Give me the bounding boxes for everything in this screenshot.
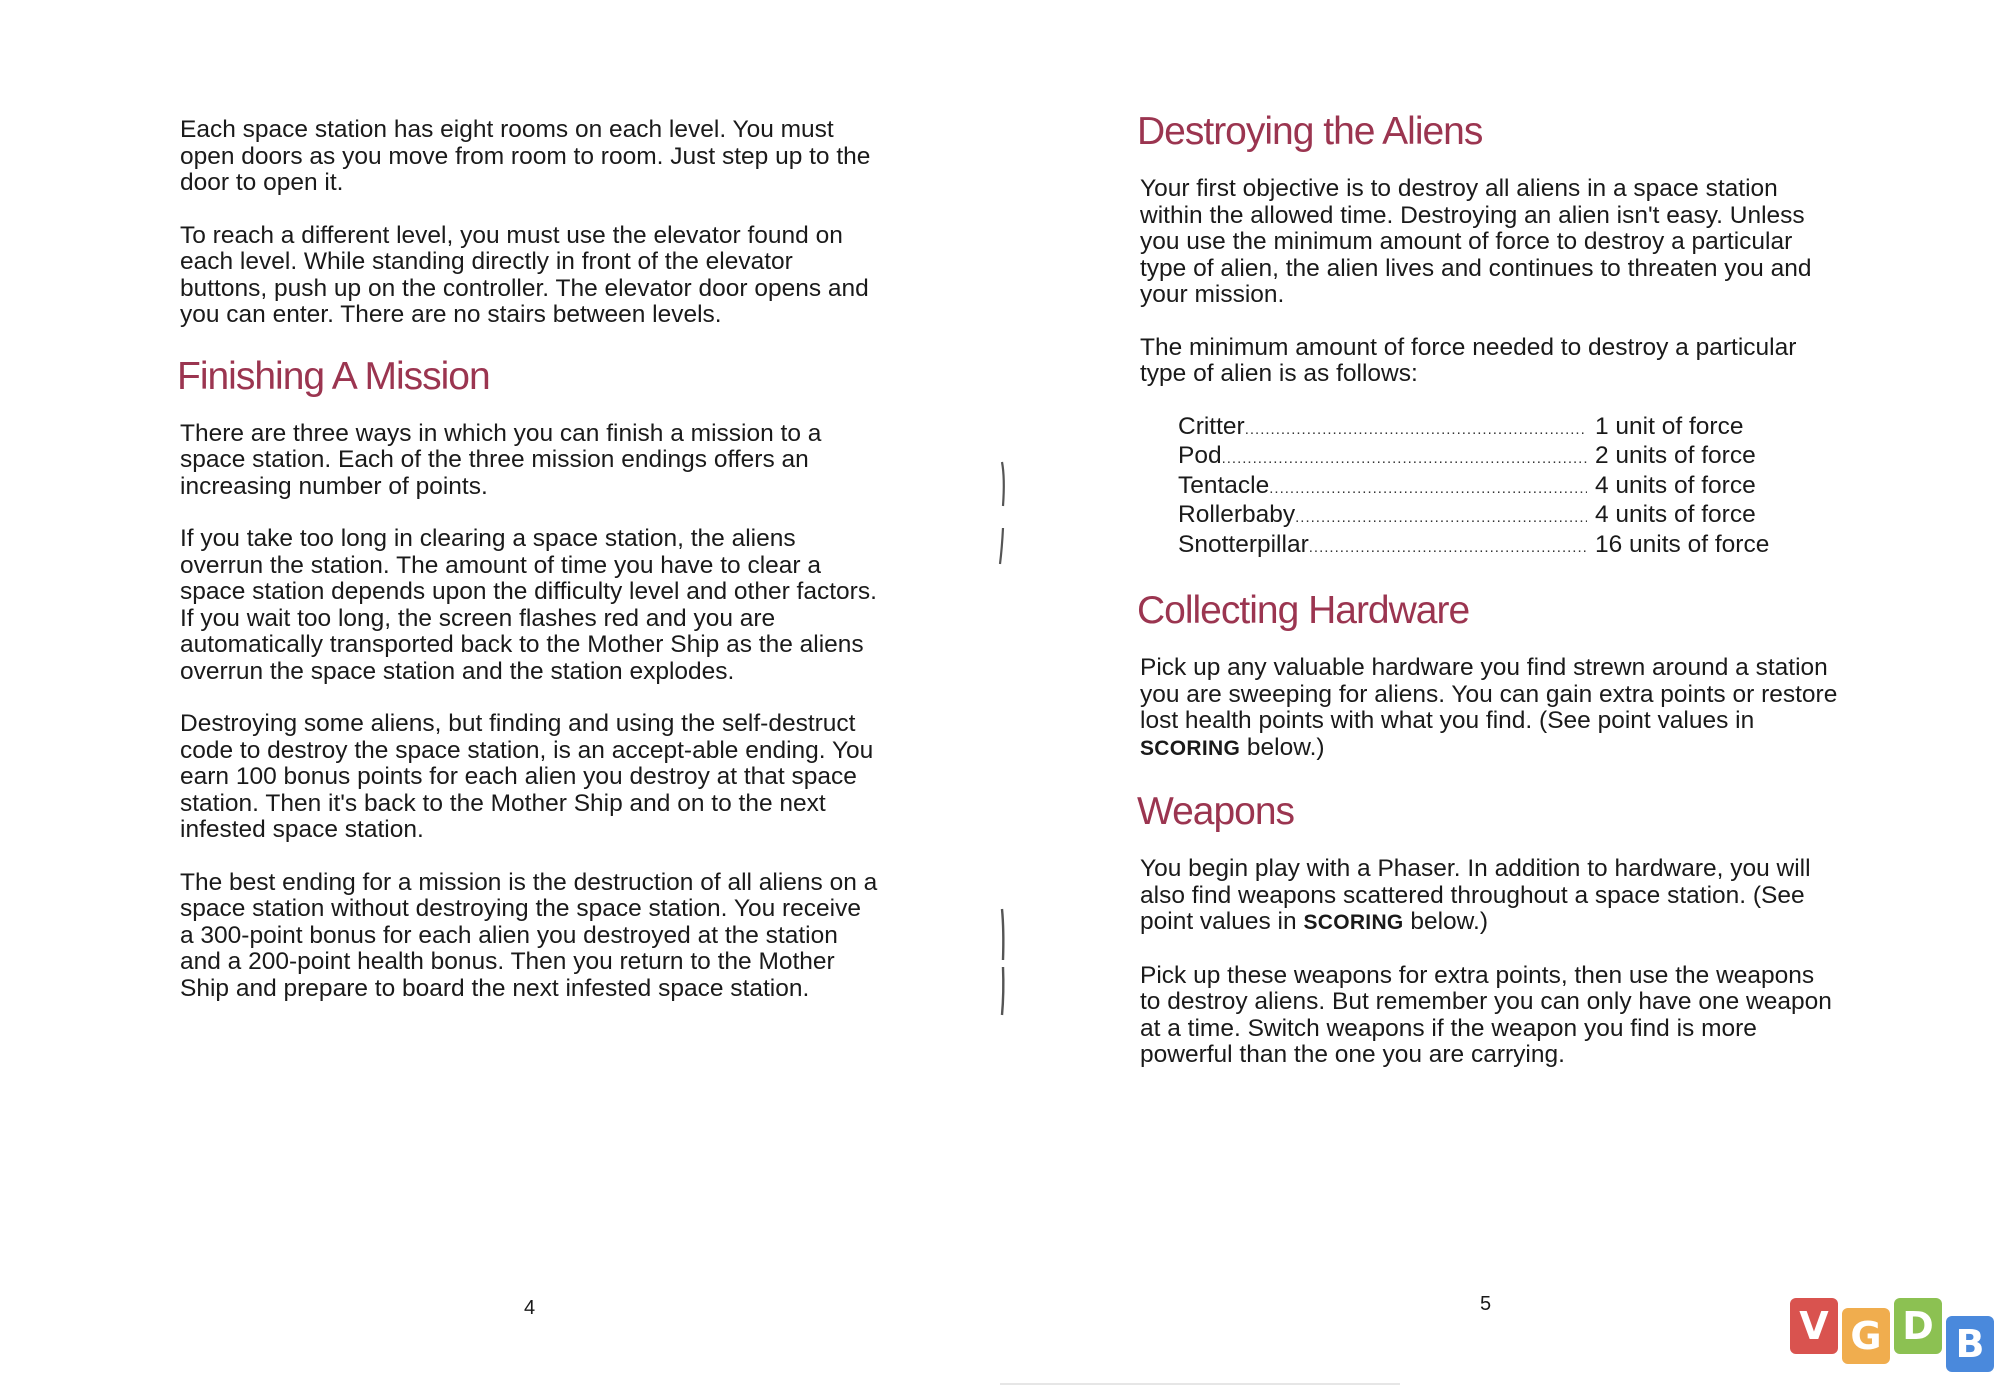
left-column [177,116,880,1028]
force-value: 1 unit of force [1595,412,1744,440]
page-number-left: 4 [524,1297,536,1319]
finishing-paragraph-4: The best ending for a mission is the destruction of all aliens on a space station without destroying the space station. You receive a 300-point bonus for each alien you destroyed at the station and a 200-point health bonus. Then you return to the Mother Ship and prepare to board the next infested space station. [180,868,878,1002]
destroying-paragraph-1: Your first objective is to destroy all aliens in a space station within the allowed time. Destroying an alien isn't easy. Unless you use the minimum amount of force to destroy a particular type of alien, the alien lives and continues to threaten you and your mission. [1140,175,1812,308]
vgdb-logo [1790,1298,1998,1372]
destroying-aliens-heading: Destroying the Aliens [1137,110,1483,153]
finishing-paragraph-1: There are three ways in which you can finish a mission to a space station. Each of the three mission endings offers an increasing number of points. [180,419,822,500]
weapons-paragraph-2: Pick up these weapons for extra points, then use the weapons to destroy aliens. But remember you can only have one weapon at a time. Switch weapons if the weapon you find is more powerful than the one you are carrying. [1140,961,1832,1068]
scoring-reference: SCORING [1303,911,1404,934]
force-row [1178,414,1790,444]
logo-letter: D [1902,1304,1934,1348]
hardware-text-end: below.) [1240,733,1325,761]
logo-tile [1842,1308,1890,1364]
force-value: 4 units of force [1595,471,1756,499]
right-page [1000,0,2000,1387]
weapons-text-end: below.) [1403,908,1488,935]
dot-leader [1245,417,1587,444]
finishing-mission-heading: Finishing A Mission [177,354,490,398]
hardware-text: Pick up any valuable hardware you find strewn around a station you are sweeping for aliens. You can gain extra points or restore lost health points with what you find. (See point values in [1140,654,1838,734]
collecting-hardware-heading: Collecting Hardware [1137,589,1470,632]
force-value: 2 units of force [1595,442,1756,469]
destroying-paragraph-2: The minimum amount of force needed to destroy a particular type of alien is as follows: [1140,333,1797,387]
dot-leader [1269,476,1587,503]
logo-tile [1946,1316,1994,1372]
alien-name: Snotterpillar [1178,530,1309,558]
force-value: 4 units of force [1595,501,1756,528]
hardware-paragraph [1140,655,1840,762]
logo-letter: B [1955,1322,1985,1366]
weapons-paragraph-1 [1140,856,1840,937]
alien-name: Critter [1178,412,1245,440]
force-value: 16 units of force [1595,530,1770,558]
dot-leader [1309,535,1587,562]
scoring-reference: SCORING [1140,736,1241,760]
finishing-paragraph-3: Destroying some aliens, but finding and using the self-destruct code to destroy the space station, is an accept-able ending. You earn 100 bonus points for each alien you destroy at that space station. Then it's back to the Mother Ship and on to the next infested space station. [180,710,874,843]
force-row [1178,473,1790,503]
alien-name: Rollerbaby [1178,501,1296,528]
force-row [1178,502,1790,532]
force-row [1178,443,1790,473]
intro-paragraph-2: To reach a different level, you must use the elevator found on each level. While standing directly in front of the elevator buttons, push up on the controller. The elevator door opens and you can enter. There are no stairs between levels. [180,221,869,328]
page-number-right: 5 [1480,1293,1492,1315]
finishing-paragraph-2: If you take too long in clearing a space station, the aliens overrun the station. The amount of time you have to clear a space station depends upon the difficulty level and other factors. If you wait too long, the screen flashes red and you are automatically transported back to the Mother Ship as the aliens overrun the space station and the station explodes. [180,525,877,685]
weapons-text: You begin play with a Phaser. In addition to hardware, you will also find weapons scattered throughout a space station. (See point values in [1140,855,1811,935]
alien-name: Tentacle [1178,471,1270,499]
alien-name: Pod [1178,442,1222,469]
force-row [1178,532,1790,562]
dot-leader [1222,446,1587,473]
logo-letter: G [1850,1314,1882,1358]
logo-tile [1894,1298,1942,1354]
intro-paragraph-1: Each space station has eight rooms on each level. You must open doors as you move from room to room. Just step up to the door to open it. [180,116,871,196]
dot-leader [1295,505,1587,532]
right-column [1137,110,1840,1095]
force-table [1178,414,1790,562]
logo-tile [1790,1298,1838,1354]
logo-letter: V [1799,1304,1829,1348]
weapons-heading: Weapons [1137,790,1295,833]
